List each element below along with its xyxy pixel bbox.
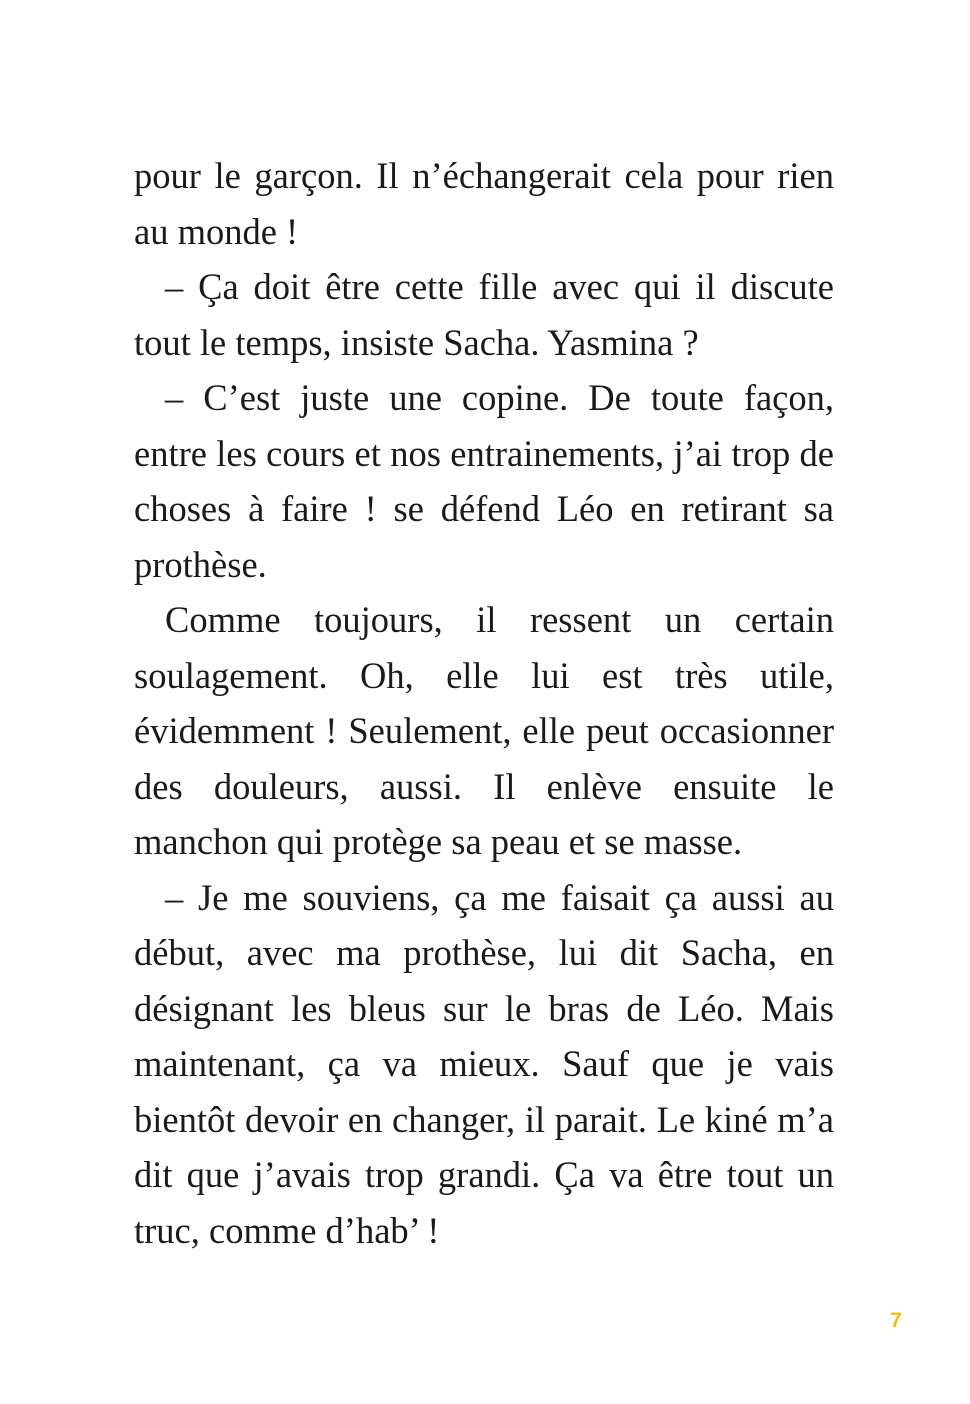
page-number: 7: [890, 1309, 902, 1332]
paragraph-dialogue-leo: – C’est juste une copine. De toute façon, entre les cours et nos entrainements, j’ai trop de choses à faire ! se défend Léo en retirant sa prothèse.: [134, 377, 834, 585]
paragraph-narration: Comme toujours, il ressent un certain soulagement. Oh, elle lui est très utile, évidemment ! Seulement, elle peut occasionner des douleurs, aussi. Il enlève ensuite le manchon qui protège sa peau et se masse.: [134, 599, 834, 862]
paragraph-dialogue-sacha: – Ça doit être cette fille avec qui il discute tout le temps, insiste Sacha. Yasmina ?: [134, 266, 834, 363]
body-text: [134, 148, 834, 1258]
paragraph-continuation: pour le garçon. Il n’échangerait cela pour rien au monde !: [134, 155, 834, 252]
paragraph-dialogue-sacha-2: – Je me souviens, ça me faisait ça aussi au début, avec ma prothèse, lui dit Sacha, en désignant les bleus sur le bras de Léo. Mais maintenant, ça va mieux. Sauf que je vais bientôt devoir en changer, il parait. Le kiné m’a dit que j’avais trop grandi. Ça va être tout un truc, comme d’hab’ !: [134, 876, 834, 1251]
